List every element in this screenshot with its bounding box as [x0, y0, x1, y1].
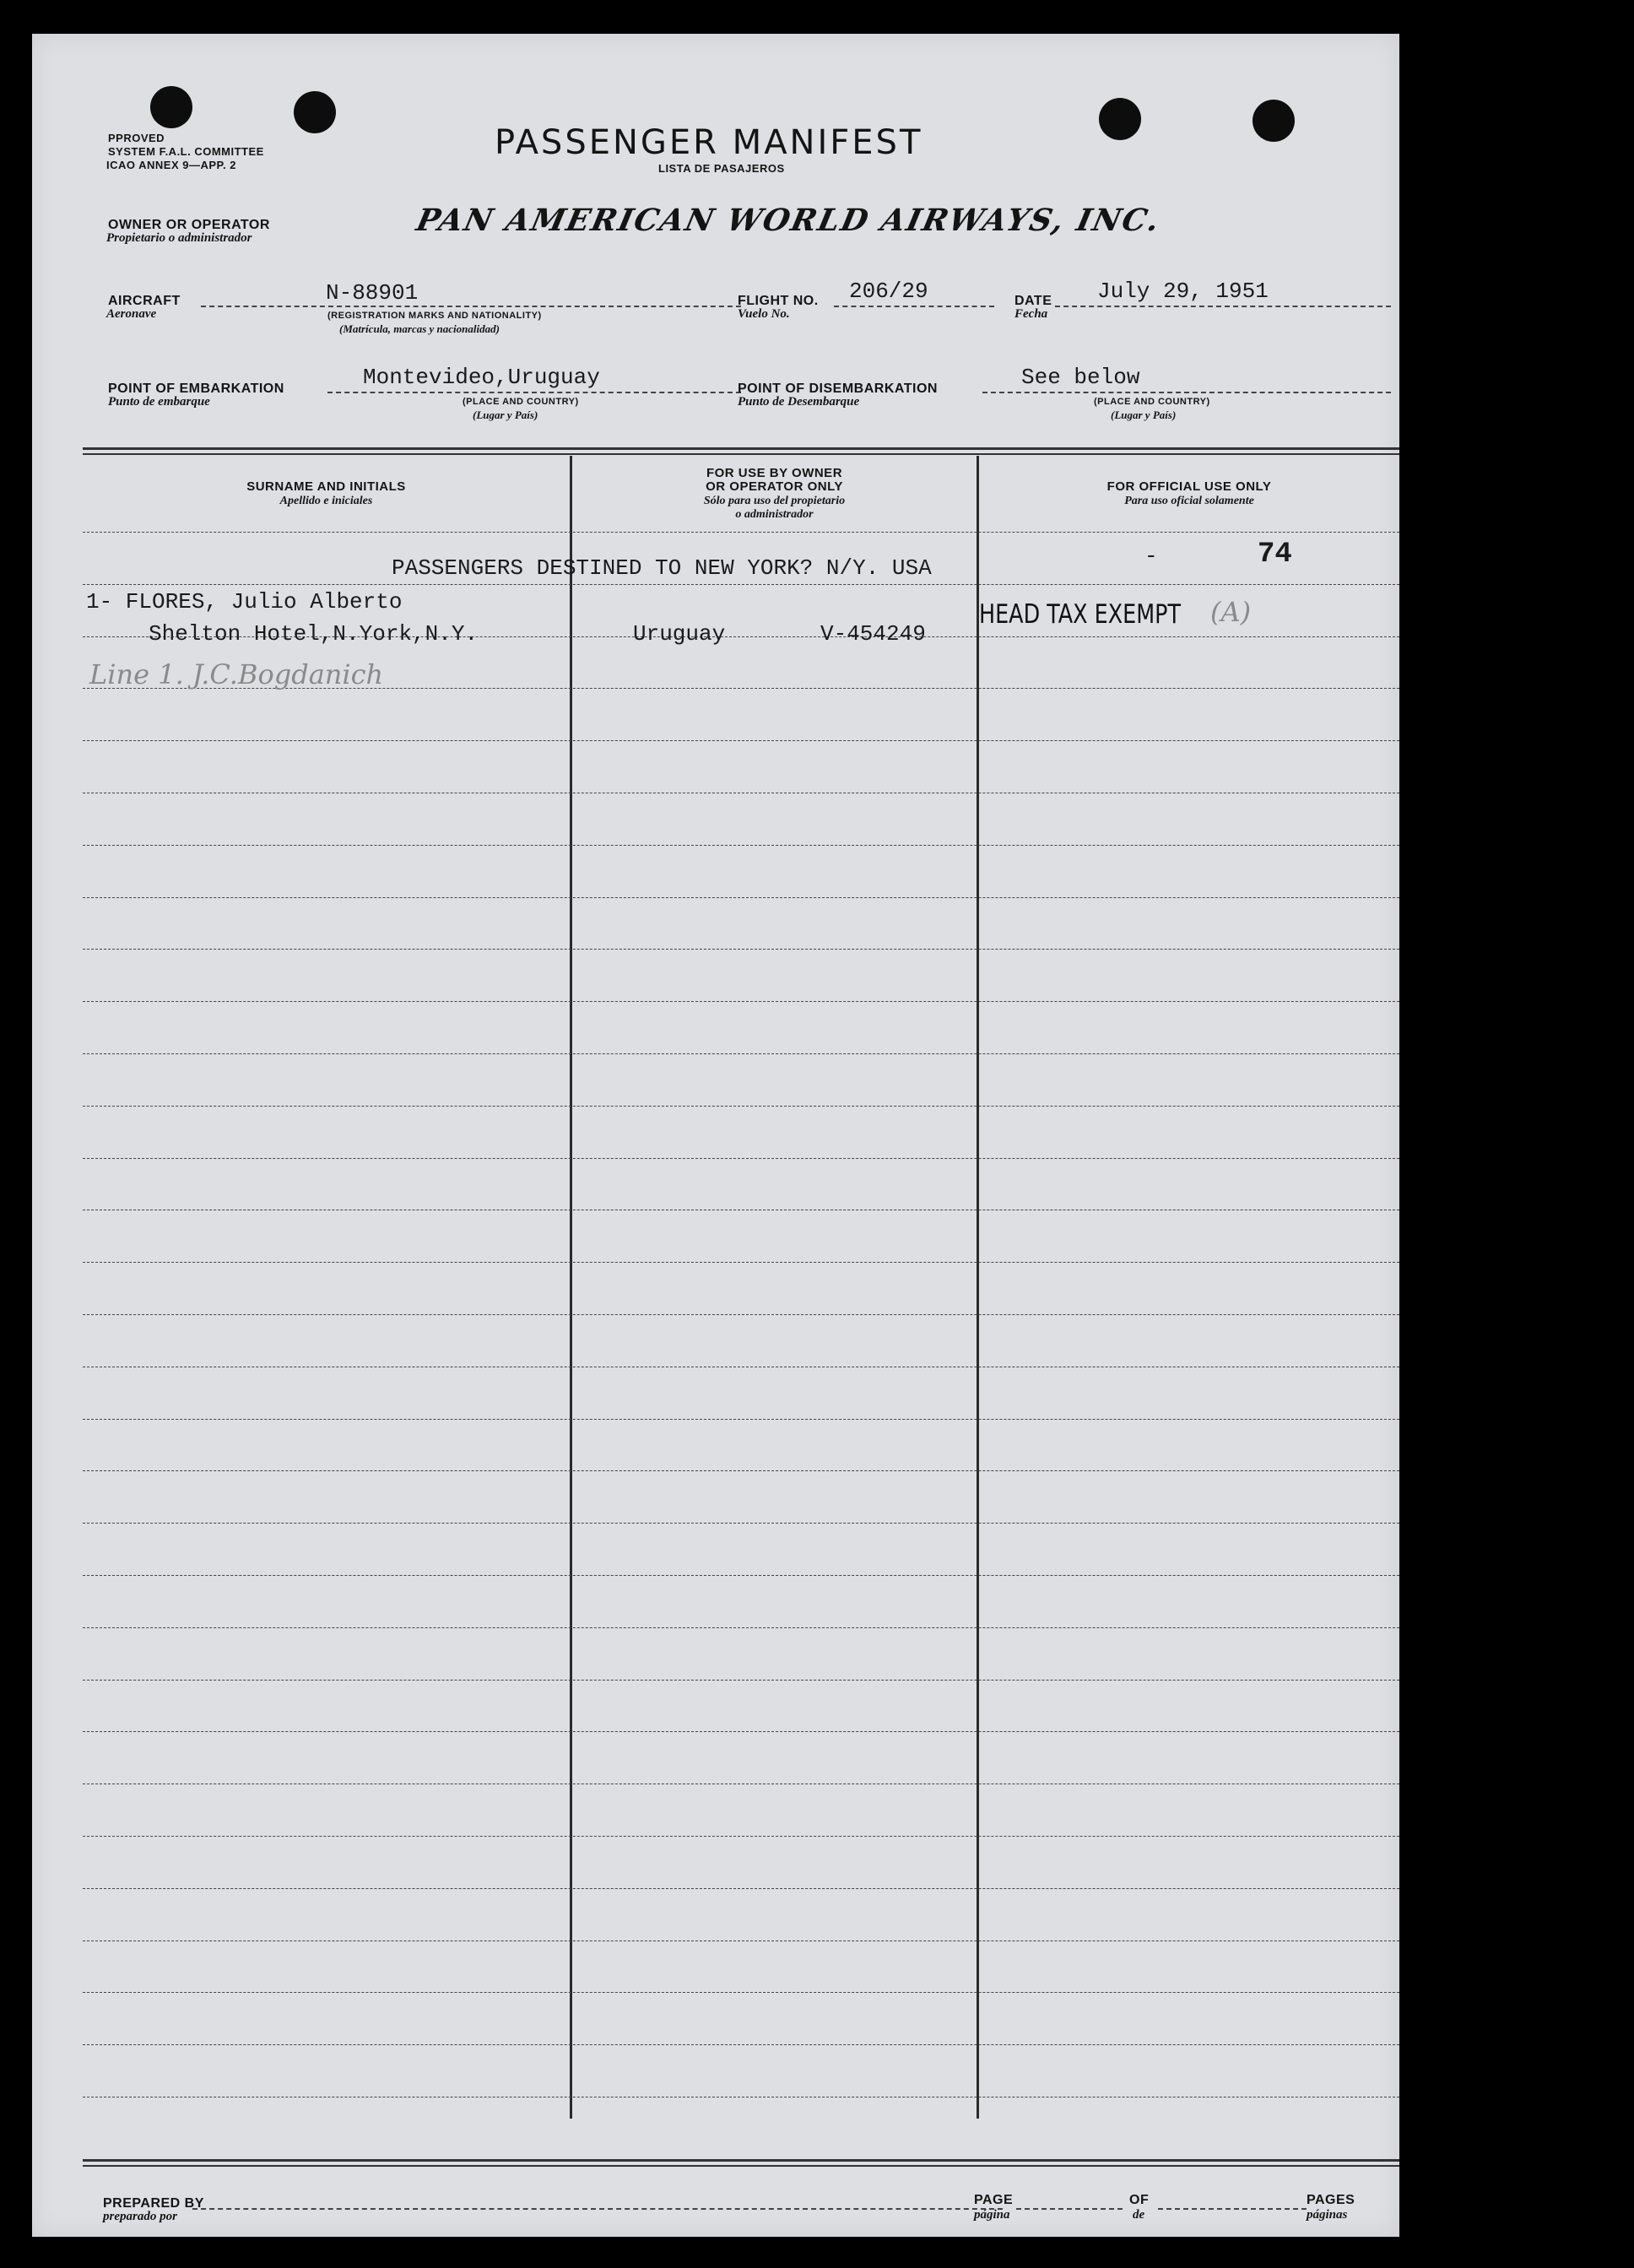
date-value: July 29, 1951	[1097, 279, 1269, 304]
date-label-es: Fecha	[1014, 307, 1048, 321]
ruled-line	[83, 740, 1399, 741]
embark-place-note-es: (Lugar y País)	[473, 409, 538, 421]
approval-line-1: PPROVED	[108, 132, 165, 144]
ruled-line	[83, 2044, 1399, 2045]
pencil-note: Line 1. J.C.Bogdanich	[89, 658, 384, 690]
col2-header-es2: o administrador	[735, 508, 814, 521]
flight-label: FLIGHT NO.	[738, 294, 819, 308]
ruled-line	[83, 1836, 1399, 1837]
punch-hole-right-1	[1099, 98, 1141, 140]
col1-header-es: Apellido e iniciales	[279, 495, 373, 507]
official-mark: -	[1144, 544, 1158, 569]
table-bottom-rule-2	[83, 2165, 1399, 2167]
ruled-line	[83, 532, 1399, 533]
date-line	[1055, 306, 1391, 307]
table-top-rule-1	[83, 447, 1399, 450]
punch-hole-left-1	[150, 86, 192, 128]
aircraft-label: AIRCRAFT	[108, 294, 181, 308]
prepared-label: PREPARED BY	[103, 2196, 204, 2211]
ruled-line	[83, 1470, 1399, 1471]
ruled-line	[83, 1001, 1399, 1002]
ruled-line	[83, 845, 1399, 846]
ruled-line	[83, 949, 1399, 950]
page-label: PAGE	[974, 2193, 1014, 2207]
form-title: PASSENGER MANIFEST	[495, 123, 923, 162]
owner-value: PAN AMERICAN WORLD AIRWAYS, INC.	[413, 203, 1165, 238]
flight-line	[834, 306, 994, 307]
registration-note-es: (Matrícula, marcas y nacionalidad)	[339, 322, 500, 335]
approval-line-2: SYSTEM F.A.L. COMMITTEE	[108, 145, 264, 158]
ruled-line	[83, 584, 1399, 585]
owner-label-es: Propietario o administrador	[106, 231, 252, 245]
of-label: OF	[1129, 2193, 1150, 2207]
col2-header-es1: Sólo para uso del propietario	[703, 495, 846, 507]
ruled-line	[83, 1106, 1399, 1107]
page-line	[1016, 2208, 1123, 2210]
official-number: 74	[1258, 539, 1292, 571]
disembark-label: POINT OF DISEMBARKATION	[738, 382, 938, 396]
embark-label-es: Punto de embarque	[108, 395, 210, 409]
disembark-value: See below	[1021, 365, 1140, 390]
form-title-es: LISTA DE PASAJEROS	[658, 162, 785, 175]
pages-label-es: páginas	[1307, 2208, 1348, 2222]
embark-line	[327, 392, 741, 393]
passenger-address: Shelton Hotel,N.York,N.Y.	[149, 621, 479, 647]
disembark-place-note: (PLACE AND COUNTRY)	[1094, 397, 1210, 407]
disembark-place-note-es: (Lugar y País)	[1111, 409, 1177, 421]
destination-banner: PASSENGERS DESTINED TO NEW YORK? N/Y. USA	[392, 555, 932, 581]
prepared-line	[192, 2208, 1003, 2210]
ruled-line	[83, 1888, 1399, 1889]
ruled-line	[83, 1680, 1399, 1681]
col1-header: SURNAME AND INITIALS	[246, 479, 406, 494]
approval-line-3: ICAO ANNEX 9—APP. 2	[106, 159, 236, 171]
disembark-label-es: Punto de Desembarque	[738, 395, 860, 409]
ruled-line	[83, 1053, 1399, 1054]
aircraft-value: N-88901	[326, 280, 419, 306]
passenger-nationality: Uruguay	[633, 621, 726, 647]
registration-note: (REGISTRATION MARKS AND NATIONALITY)	[327, 311, 542, 321]
prepared-label-es: preparado por	[103, 2210, 177, 2223]
flight-value: 206/29	[849, 279, 928, 304]
manifest-sheet	[32, 34, 1399, 2237]
col3-header: FOR OFFICIAL USE ONLY	[1106, 479, 1272, 494]
head-tax-mark: (A)	[1210, 596, 1252, 628]
table-bottom-rule-1	[83, 2159, 1399, 2162]
embark-place-note: (PLACE AND COUNTRY)	[463, 397, 579, 407]
embark-value: Montevideo,Uruguay	[363, 365, 600, 390]
owner-label: OWNER OR OPERATOR	[108, 218, 270, 232]
of-label-es: de	[1133, 2208, 1145, 2222]
embark-label: POINT OF EMBARKATION	[108, 382, 284, 396]
col2-header-line1: FOR USE BY OWNER	[706, 466, 843, 480]
column-divider-2	[977, 456, 979, 2119]
flight-label-es: Vuelo No.	[738, 307, 790, 321]
of-line	[1158, 2208, 1307, 2210]
head-tax-stamp: HEAD TAX EXEMPT	[979, 599, 1181, 630]
ruled-line	[83, 1523, 1399, 1524]
ruled-line	[83, 1575, 1399, 1576]
ruled-line	[83, 1992, 1399, 1993]
ruled-line	[83, 1262, 1399, 1263]
ruled-line	[83, 897, 1399, 898]
ruled-line	[83, 1731, 1399, 1732]
disembark-line	[982, 392, 1391, 393]
page-label-es: página	[974, 2208, 1010, 2222]
date-label: DATE	[1014, 294, 1052, 308]
ruled-line	[83, 1314, 1399, 1315]
table-top-rule-2	[83, 453, 1399, 455]
passenger-name: 1- FLORES, Julio Alberto	[86, 589, 403, 614]
ruled-line	[83, 1419, 1399, 1420]
col2-header-line2: OR OPERATOR ONLY	[706, 479, 843, 494]
passenger-doc: V-454249	[820, 621, 926, 647]
col3-header-es: Para uso oficial solamente	[1124, 495, 1254, 507]
column-divider-1	[570, 456, 572, 2119]
pages-label: PAGES	[1307, 2193, 1355, 2207]
ruled-line	[83, 1158, 1399, 1159]
aircraft-label-es: Aeronave	[106, 307, 157, 321]
ruled-line	[83, 1627, 1399, 1628]
punch-hole-left-2	[294, 91, 336, 133]
punch-hole-right-2	[1253, 100, 1295, 142]
aircraft-line	[201, 306, 741, 307]
